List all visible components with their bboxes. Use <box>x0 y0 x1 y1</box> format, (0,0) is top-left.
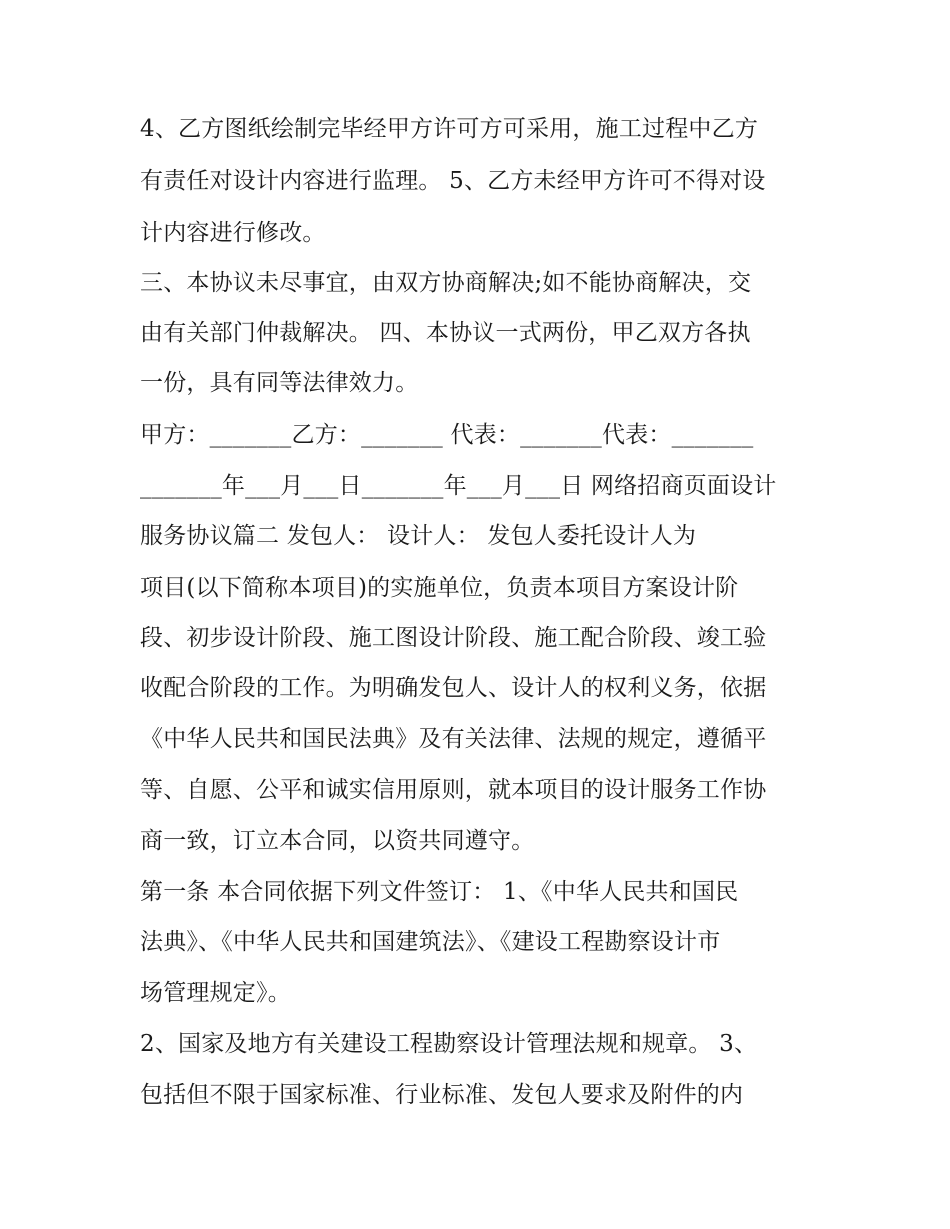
text-line: 收配合阶段的工作。为明确发包人、设计人的权利义务，依据 <box>140 675 767 701</box>
text-line: 段、初步设计阶段、施工图设计阶段、施工配合阶段、竣工验 <box>140 625 767 651</box>
text-line: 有责任对设计内容进行监理。 5、乙方未经甲方许可不得对设 <box>140 168 766 194</box>
text-line: 甲方：_______乙方：_______ 代表：_______代表：_______ <box>140 422 754 448</box>
text-line: 计内容进行修改。 <box>140 220 326 246</box>
text-line: 一份，具有同等法律效力。 <box>140 370 419 396</box>
text-line: 由有关部门仲裁解决。 四、本协议一式两份，甲乙双方各执 <box>140 320 751 346</box>
text-line: _______年___月___日_______年___月___日 网络招商页面设计 <box>140 473 777 499</box>
text-line: 法典》、《中华人民共和国建筑法》、《建设工程勘察设计市 <box>140 929 721 955</box>
text-line: 4、乙方图纸绘制完毕经甲方许可方可采用，施工过程中乙方 <box>140 116 759 142</box>
text-line: 服务协议篇二 发包人： 设计人： 发包人委托设计人为 <box>140 523 697 549</box>
text-line: 《中华人民共和国民法典》及有关法律、法规的规定，遵循平 <box>140 726 767 752</box>
text-line: 三、本协议未尽事宜，由双方协商解决;如不能协商解决，交 <box>140 270 752 296</box>
text-line: 包括但不限于国家标准、行业标准、发包人要求及附件的内 <box>140 1082 744 1108</box>
text-line: 场管理规定》。 <box>140 980 291 1006</box>
text-line: 2、国家及地方有关建设工程勘察设计管理法规和规章。 3、 <box>140 1031 758 1057</box>
text-line: 等、自愿、公平和诚实信用原则，就本项目的设计服务工作协 <box>140 777 767 803</box>
text-line: 第一条 本合同依据下列文件签订： 1、《中华人民共和国民 <box>140 879 739 905</box>
text-line: 商一致，订立本合同，以资共同遵守。 <box>140 828 535 854</box>
text-line: 项目(以下简称本项目)的实施单位，负责本项目方案设计阶 <box>140 575 739 601</box>
